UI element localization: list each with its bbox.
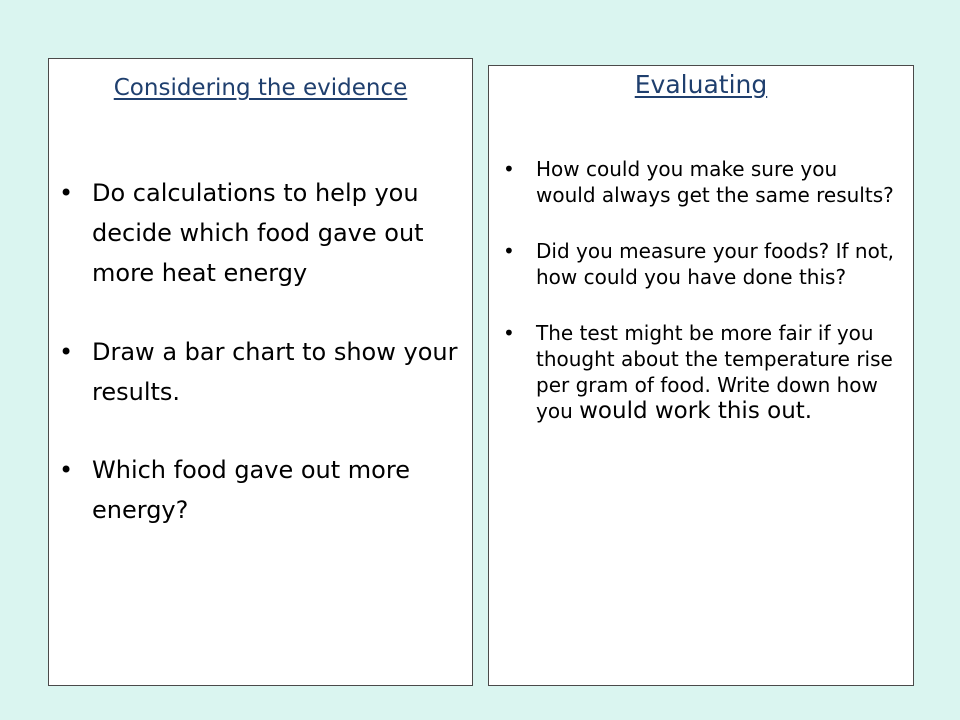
list-item: [59, 450, 469, 530]
bullet-icon: •: [503, 239, 515, 263]
list-item-text: Which food gave out more energy?: [92, 456, 410, 524]
list-item: [503, 238, 903, 290]
list-item: [59, 332, 469, 412]
bullet-icon: •: [503, 321, 515, 345]
list-item: [503, 156, 903, 208]
list-item-text: Do calculations to help you decide which food gave out more heat energy: [92, 179, 424, 287]
evaluating-panel: [488, 65, 914, 686]
list-item-text: How could you make sure you would always get the same results?: [536, 157, 894, 207]
list-item-text-start: The test might be more fair if you thought about the temperature rise per gram of food. Write down how you: [536, 321, 893, 423]
list-item-text-end: would work this out.: [579, 398, 813, 424]
bullet-icon: •: [59, 456, 74, 484]
list-item: [503, 320, 903, 424]
list-item-text: Did you measure your foods? If not, how could you have done this?: [536, 239, 895, 289]
list-item: [59, 173, 469, 293]
bullet-icon: •: [503, 157, 515, 181]
list-item-text: [536, 320, 903, 424]
bullet-icon: •: [59, 338, 74, 366]
considering-evidence-heading: Considering the evidence: [113, 75, 408, 101]
evaluating-heading: Evaluating: [634, 70, 768, 99]
evaluating-list: [503, 156, 903, 454]
considering-evidence-list: [59, 173, 469, 569]
bullet-icon: •: [59, 179, 74, 207]
list-item-text: Draw a bar chart to show your results.: [92, 338, 458, 406]
considering-evidence-panel: [48, 58, 473, 686]
